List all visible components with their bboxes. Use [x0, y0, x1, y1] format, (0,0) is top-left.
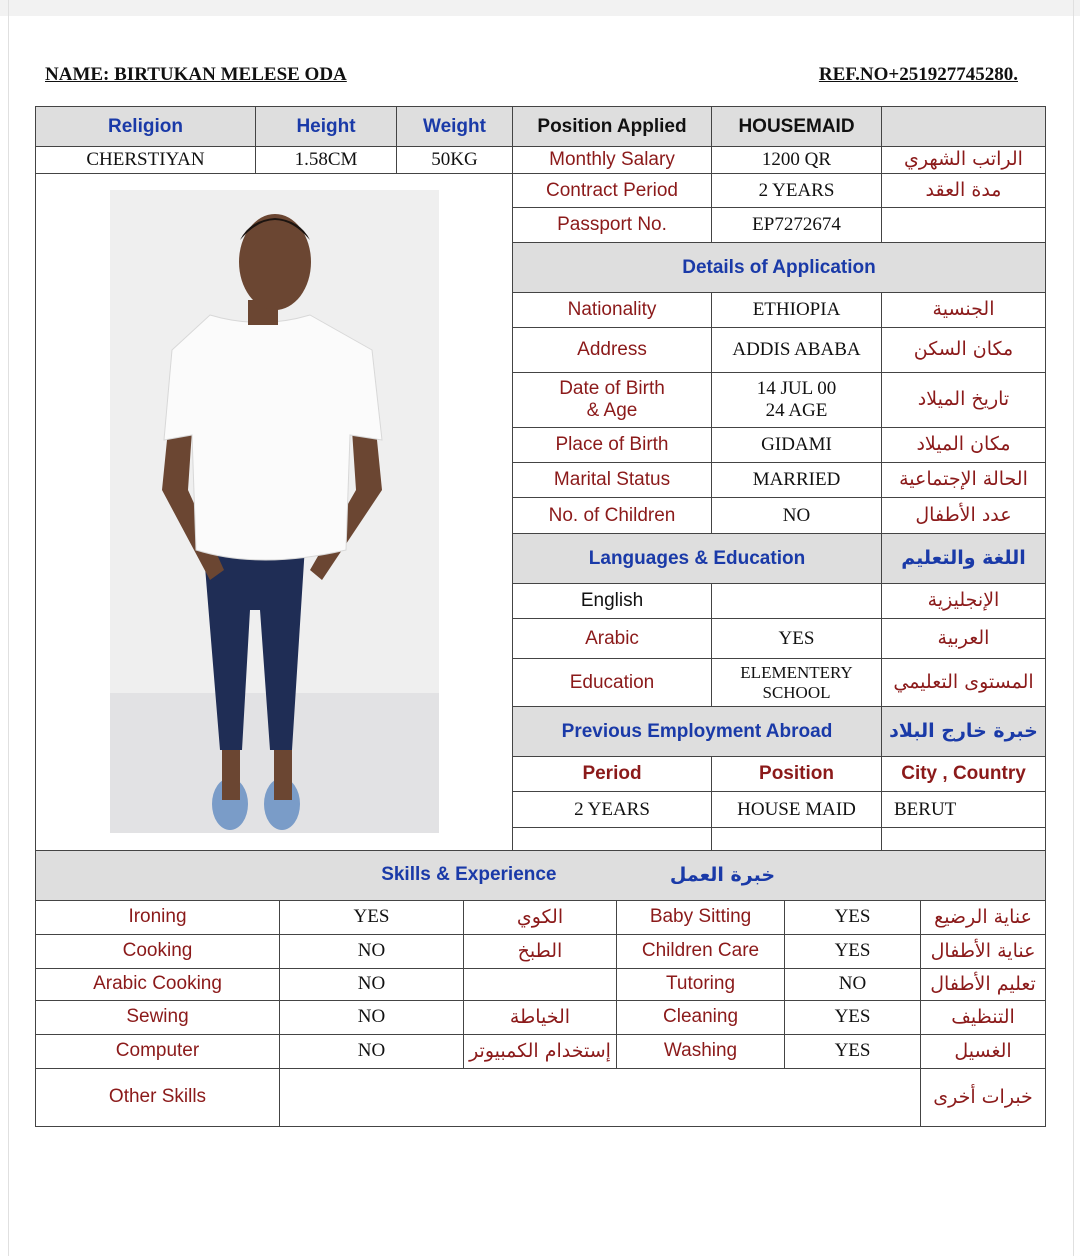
photo-cell: [36, 174, 513, 855]
reference-number: REF.NO+251927745280.: [818, 64, 1018, 85]
detail-label: No. of Children: [513, 498, 712, 534]
cv-main-table: [35, 106, 1046, 855]
skill-label: Cooking: [36, 935, 280, 969]
other-skills-value: [280, 1069, 921, 1127]
weight-value: 50KG: [397, 147, 513, 174]
skills-section-title: Skills & Experience: [36, 851, 617, 901]
employment-section-title: Previous Employment Abroad: [513, 707, 882, 757]
dob-value-line2: 24 AGE: [765, 400, 828, 421]
religion-value: CHERSTIYAN: [36, 147, 256, 174]
detail-value: ADDIS ABABA: [712, 328, 882, 373]
detail-label-ar: الجنسية: [882, 293, 1046, 328]
job-label-ar: [882, 208, 1046, 243]
employment-col-position: Position: [712, 757, 882, 792]
candidate-name: NAME: BIRTUKAN MELESE ODA: [45, 64, 347, 85]
position-applied-value: HOUSEMAID: [712, 107, 882, 147]
skill-label: Ironing: [36, 901, 280, 935]
skill-value: YES: [785, 935, 921, 969]
skill-value: NO: [280, 1035, 464, 1069]
skill-label-ar: تعليم الأطفال: [921, 969, 1046, 1001]
job-label-ar: الراتب الشهري: [882, 147, 1046, 174]
skill-label-ar: عناية الأطفال: [921, 935, 1046, 969]
detail-label-ar: تاريخ الميلاد: [882, 373, 1046, 428]
language-label-ar: العربية: [882, 619, 1046, 659]
detail-label: Nationality: [513, 293, 712, 328]
skill-label-ar: التنظيف: [921, 1001, 1046, 1035]
job-value: EP7272674: [712, 208, 882, 243]
detail-value: MARRIED: [712, 463, 882, 498]
detail-value: [712, 373, 882, 428]
language-value: [712, 584, 882, 619]
job-label: Passport No.: [513, 208, 712, 243]
employment-col-city: City , Country: [882, 757, 1046, 792]
weight-header: Weight: [397, 107, 513, 147]
detail-value: NO: [712, 498, 882, 534]
skill-value: YES: [785, 1001, 921, 1035]
detail-label-ar: مكان السكن: [882, 328, 1046, 373]
language-label-ar: الإنجليزية: [882, 584, 1046, 619]
job-label-ar: مدة العقد: [882, 174, 1046, 208]
position-applied-label: Position Applied: [513, 107, 712, 147]
detail-label-ar: مكان الميلاد: [882, 428, 1046, 463]
skill-label: Tutoring: [617, 969, 785, 1001]
height-value: 1.58CM: [256, 147, 397, 174]
dob-value-line1: 14 JUL 00: [756, 378, 837, 400]
detail-label-ar: عدد الأطفال: [882, 498, 1046, 534]
skill-value: NO: [280, 935, 464, 969]
details-section-title: Details of Application: [513, 243, 1046, 293]
height-header: Height: [256, 107, 397, 147]
skill-label: Computer: [36, 1035, 280, 1069]
job-value: 2 YEARS: [712, 174, 882, 208]
language-label: Arabic: [513, 619, 712, 659]
languages-section-title-ar: اللغة والتعليم: [882, 534, 1046, 584]
skill-label: Cleaning: [617, 1001, 785, 1035]
other-skills-label: Other Skills: [36, 1069, 280, 1127]
skill-label-ar: الكوي: [464, 901, 617, 935]
skill-label: Baby Sitting: [617, 901, 785, 935]
detail-label-ar: الحالة الإجتماعية: [882, 463, 1046, 498]
skill-label-ar: الغسيل: [921, 1035, 1046, 1069]
job-value: 1200 QR: [712, 147, 882, 174]
detail-value: ETHIOPIA: [712, 293, 882, 328]
skill-value: YES: [280, 901, 464, 935]
employment-col-period: Period: [513, 757, 712, 792]
position-empty-cell: [882, 107, 1046, 147]
skill-value: YES: [785, 901, 921, 935]
person-silhouette: [110, 190, 439, 833]
skill-value: NO: [785, 969, 921, 1001]
skill-label: Arabic Cooking: [36, 969, 280, 1001]
dob-label-line2: & Age: [586, 400, 638, 421]
detail-label: Address: [513, 328, 712, 373]
language-value: YES: [712, 619, 882, 659]
skill-label-ar: عناية الرضيع: [921, 901, 1046, 935]
employment-section-title-ar: خبرة خارج البلاد: [882, 707, 1046, 757]
skill-value: NO: [280, 969, 464, 1001]
detail-value: GIDAMI: [712, 428, 882, 463]
skill-label: Washing: [617, 1035, 785, 1069]
skill-value: YES: [785, 1035, 921, 1069]
skill-label-ar: الطبخ: [464, 935, 617, 969]
skill-label-ar: الخياطة: [464, 1001, 617, 1035]
detail-label: [513, 373, 712, 428]
skill-label: Sewing: [36, 1001, 280, 1035]
education-label-ar: المستوى التعليمي: [882, 659, 1046, 707]
employment-position: HOUSE MAID: [712, 792, 882, 828]
job-label: Contract Period: [513, 174, 712, 208]
other-skills-label-ar: خبرات أخرى: [921, 1069, 1046, 1127]
education-value: [712, 659, 882, 707]
religion-header: Religion: [36, 107, 256, 147]
education-label: Education: [513, 659, 712, 707]
detail-label: Marital Status: [513, 463, 712, 498]
languages-section-title: Languages & Education: [513, 534, 882, 584]
candidate-photo: [110, 190, 439, 833]
education-value-line2: SCHOOL: [762, 682, 831, 702]
skill-label-ar: إستخدام الكمبيوتر: [464, 1035, 617, 1069]
skill-label-ar: [464, 969, 617, 1001]
skills-table: [35, 850, 1046, 1127]
detail-label: Place of Birth: [513, 428, 712, 463]
skill-value: NO: [280, 1001, 464, 1035]
employment-city: BERUT: [882, 792, 1046, 828]
education-value-line1: ELEMENTERY: [740, 662, 853, 682]
dob-label-line1: Date of Birth: [559, 378, 665, 400]
employment-period: 2 YEARS: [513, 792, 712, 828]
skill-label: Children Care: [617, 935, 785, 969]
job-label: Monthly Salary: [513, 147, 712, 174]
skills-section-title-ar: خبرة العمل: [617, 851, 1046, 901]
language-label: English: [513, 584, 712, 619]
